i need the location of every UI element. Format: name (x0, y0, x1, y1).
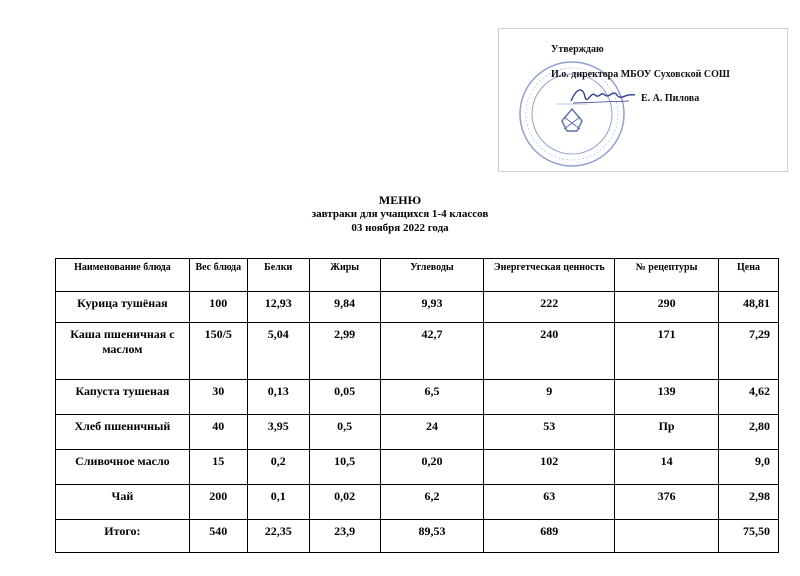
signature-icon (569, 83, 639, 109)
menu-date: 03 ноября 2022 года (351, 222, 449, 234)
dish-energy: 63 (484, 485, 615, 520)
approval-line-2: И.о. директора МБОУ Суховской СОШ (551, 69, 730, 80)
dish-name: Капуста тушеная (56, 380, 190, 415)
dish-carbs: 24 (380, 415, 484, 450)
header-price: Цена (719, 259, 779, 292)
table-header-row (56, 259, 779, 292)
dish-price: 2,80 (719, 415, 779, 450)
dish-weight: 150/5 (189, 323, 247, 380)
header-protein: Белки (247, 259, 309, 292)
dish-name: Каша пшеничная с маслом (56, 323, 190, 380)
table-row (56, 485, 779, 520)
dish-weight: 40 (189, 415, 247, 450)
dish-weight: 200 (189, 485, 247, 520)
dish-weight: 15 (189, 450, 247, 485)
dish-name: Чай (56, 485, 190, 520)
dish-recipe: 14 (615, 450, 719, 485)
menu-subtitle: завтраки для учащихся 1-4 классов (311, 208, 489, 220)
approver-name: Е. А. Пилова (641, 93, 700, 104)
table-total-row (56, 520, 779, 553)
dish-energy: 9 (484, 380, 615, 415)
header-dish: Наименование блюда (56, 259, 190, 292)
dish-recipe: 139 (615, 380, 719, 415)
total-price: 75,50 (719, 520, 779, 553)
menu-title-block (0, 193, 800, 235)
dish-energy: 240 (484, 323, 615, 380)
dish-price: 9,0 (719, 450, 779, 485)
dish-fat: 9,84 (309, 292, 380, 323)
total-energy: 689 (484, 520, 615, 553)
header-energy: Энергетческая ценность (484, 259, 615, 292)
dish-recipe: 376 (615, 485, 719, 520)
dish-energy: 102 (484, 450, 615, 485)
header-weight: Вес блюда (189, 259, 247, 292)
table-row (56, 415, 779, 450)
dish-name: Сливочное масло (56, 450, 190, 485)
menu-title: МЕНЮ (378, 193, 422, 207)
dish-carbs: 0,20 (380, 450, 484, 485)
dish-price: 48,81 (719, 292, 779, 323)
dish-price: 2,98 (719, 485, 779, 520)
dish-protein: 0,2 (247, 450, 309, 485)
dish-fat: 10,5 (309, 450, 380, 485)
dish-protein: 5,04 (247, 323, 309, 380)
table-row (56, 292, 779, 323)
dish-carbs: 9,93 (380, 292, 484, 323)
dish-recipe: 290 (615, 292, 719, 323)
dish-protein: 0,13 (247, 380, 309, 415)
dish-energy: 53 (484, 415, 615, 450)
total-label: Итого: (56, 520, 190, 553)
dish-protein: 12,93 (247, 292, 309, 323)
dish-protein: 0,1 (247, 485, 309, 520)
dish-energy: 222 (484, 292, 615, 323)
header-fat: Жиры (309, 259, 380, 292)
dish-fat: 0,02 (309, 485, 380, 520)
dish-carbs: 6,2 (380, 485, 484, 520)
header-recipe: № рецептуры (615, 259, 719, 292)
total-carbs: 89,53 (380, 520, 484, 553)
dish-protein: 3,95 (247, 415, 309, 450)
dish-recipe: 171 (615, 323, 719, 380)
dish-price: 7,29 (719, 323, 779, 380)
dish-weight: 30 (189, 380, 247, 415)
total-recipe (615, 520, 719, 553)
total-weight: 540 (189, 520, 247, 553)
table-row (56, 450, 779, 485)
dish-fat: 0,5 (309, 415, 380, 450)
dish-fat: 2,99 (309, 323, 380, 380)
menu-table (55, 258, 779, 553)
table-row (56, 323, 779, 380)
total-fat: 23,9 (309, 520, 380, 553)
dish-weight: 100 (189, 292, 247, 323)
dish-carbs: 42,7 (380, 323, 484, 380)
dish-carbs: 6,5 (380, 380, 484, 415)
approval-block (498, 28, 788, 172)
table-row (56, 380, 779, 415)
header-carbs: Углеводы (380, 259, 484, 292)
dish-price: 4,62 (719, 380, 779, 415)
dish-recipe: Пр (615, 415, 719, 450)
dish-name: Хлеб пшеничный (56, 415, 190, 450)
approval-line-1: Утверждаю (551, 44, 604, 55)
dish-name: Курица тушёная (56, 292, 190, 323)
total-protein: 22,35 (247, 520, 309, 553)
dish-fat: 0,05 (309, 380, 380, 415)
